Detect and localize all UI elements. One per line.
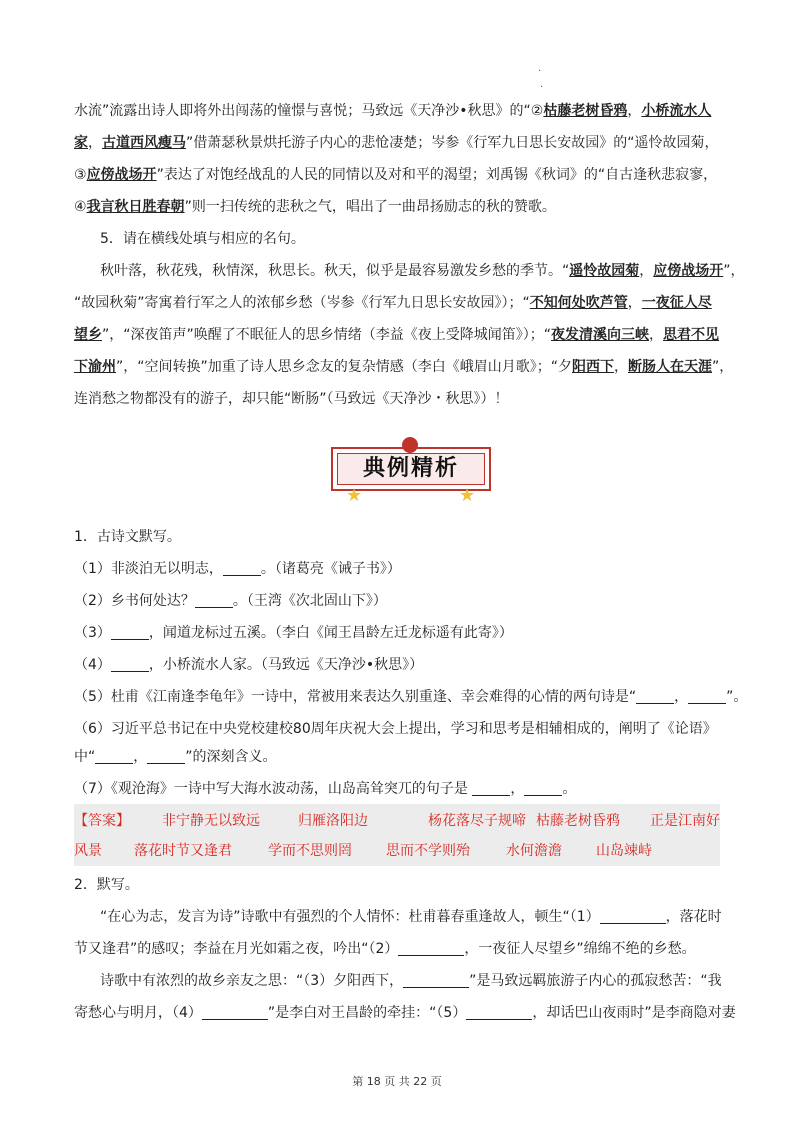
text: ，落花时: [665, 909, 722, 925]
text: 节又逢君”的感叹；李益在月光如霜之夜，吟出“（2）: [74, 941, 399, 957]
question-item: [74, 556, 720, 582]
para-line: [100, 258, 745, 284]
question-item: [74, 936, 720, 962]
answer-item: 枯藤老树昏鸦: [536, 813, 620, 829]
answer-underlined: 阳西下: [572, 359, 615, 375]
star-icon: ★: [346, 485, 363, 506]
blank-line: [466, 1005, 532, 1020]
para-line: [74, 130, 720, 156]
answer-item: 杨花落尽子规啼: [428, 813, 526, 829]
para-line: [74, 322, 720, 348]
text: ”借萧瑟秋景烘托游子内心的悲怆凄楚；岑参《行军九日思长安故园》的“遥怜故园菊，: [186, 135, 719, 151]
answer-underlined: 我言秋日胜春朝: [86, 199, 185, 215]
question-item: [74, 652, 720, 678]
blank-line: [147, 749, 185, 764]
text: ”的深刻含义。: [185, 749, 277, 765]
answer-underlined: 应傍战场开: [653, 263, 724, 279]
question-item: （6）习近平总书记在中央党校建校80周年庆祝大会上提出，学习和思考是相辅相成的，阐明了《论语》: [74, 721, 717, 737]
text: 诗歌中有浓烈的故乡亲友之思：“（3）夕阳西下，: [100, 973, 404, 989]
text: ，: [674, 689, 689, 705]
text: 。（王湾《次北固山下》）: [232, 593, 387, 609]
decor-dot: .: [538, 63, 542, 74]
answer-item: 学而不思则罔: [268, 843, 352, 859]
star-icon: ★: [459, 485, 476, 506]
text: ”则一扫传统的悲秋之气，唱出了一曲昂扬励志的秋的赞歌。: [184, 199, 556, 215]
text: ，: [627, 103, 642, 119]
decor-dot: .: [540, 79, 544, 90]
text: （5）杜甫《江南逢李龟年》一诗中，常被用来表达久别重逢、幸会难得的心情的两句诗是“: [74, 689, 637, 705]
question-item: [74, 620, 720, 646]
answer-underlined: 断肠人在天涯: [628, 359, 713, 375]
answer-underlined: 下渝州: [74, 359, 116, 375]
question-title: 2．默写。: [74, 877, 139, 893]
question-title: 1．古诗文默写。: [74, 529, 181, 545]
blank-line: [398, 941, 464, 956]
text: ，: [133, 749, 148, 765]
answer-item: 非宁静无以致远: [162, 813, 260, 829]
answer-label: 【答案】: [74, 813, 130, 829]
text: ，小桥流水人家。（马致远《天净沙•秋思》）: [148, 657, 424, 673]
text: ”，: [712, 359, 734, 375]
question-item: [74, 684, 748, 710]
page-footer: 第 18 页 共 22 页: [352, 1075, 442, 1088]
text: 。（诸葛亮《诫子书》）: [260, 561, 401, 577]
answer-item: 思而不学则殆: [386, 843, 470, 859]
text: （4）: [74, 657, 111, 673]
answer-underlined: 一夜征人尽: [641, 295, 712, 311]
blank-line: [403, 973, 469, 988]
answer-item: 山岛竦峙: [596, 843, 652, 859]
answer-underlined: 小桥流水人: [641, 103, 712, 119]
question-item: [74, 776, 720, 802]
blank-line: [636, 689, 674, 704]
text: ，: [627, 295, 642, 311]
text: （1）非淡泊无以明志，: [74, 561, 223, 577]
text: ③: [74, 167, 87, 183]
para-line: [74, 162, 720, 188]
para-line: [74, 354, 734, 380]
text: ”，: [723, 263, 745, 279]
para-line: [74, 290, 720, 316]
text: （3）: [74, 625, 111, 641]
answer-underlined: 不知何处吹芦管: [529, 295, 628, 311]
seal-icon: [402, 437, 418, 453]
text: ，一夜征人尽望乡”绵绵不绝的乡愁。: [464, 941, 696, 957]
answer-underlined: 夜发清溪向三峡: [551, 327, 650, 343]
question-item: [100, 904, 720, 930]
blank-line: [524, 781, 562, 796]
blank-line: [195, 593, 233, 608]
text: ④: [74, 199, 87, 215]
para-line: 连消愁之物都没有的游子，却只能“断肠”（马致远《天净沙・秋思》）！: [74, 391, 509, 407]
text: ，: [510, 781, 525, 797]
blank-line: [600, 909, 666, 924]
text: 水流”流露出诗人即将外出闯荡的憧憬与喜悦；马致远《天净沙•秋思》的“②: [74, 103, 544, 119]
text: ，闻道龙标过五溪。（李白《闻王昌龄左迁龙标遥有此寄》）: [148, 625, 513, 641]
text: ，: [88, 135, 102, 151]
text: ”表达了对饱经战乱的人民的同情以及对和平的渴望；刘禹锡《秋词》的“自古逢秋悲寂寥，: [156, 167, 718, 183]
question-item: [74, 1000, 736, 1026]
text: 秋叶落，秋花残，秋情深，秋思长。秋天，似乎是最容易激发乡愁的季节。“: [100, 263, 570, 279]
blank-line: [688, 689, 726, 704]
answer-item: 落花时节又逢君: [134, 843, 232, 859]
text: ，却话巴山夜雨时”是李商隐对妻: [532, 1005, 736, 1021]
answer-item: 正是江南好: [650, 813, 720, 829]
question-item: [100, 968, 720, 994]
question-item: [74, 588, 720, 614]
text: （2）乡书何处达？: [74, 593, 195, 609]
answer-underlined: 枯藤老树昏鸦: [543, 103, 628, 119]
text: 中“: [74, 749, 96, 765]
text: ”，“空间转换”加重了诗人思乡念友的复杂情感（李白《峨眉山月歌》；“夕: [116, 359, 573, 375]
answer-underlined: 应傍战场开: [86, 167, 157, 183]
text: “故园秋菊”寄寓着行军之人的浓郁乡愁（岑参《行军九日思长安故园》）；“: [74, 295, 530, 311]
answer-item: 水何澹澹: [506, 843, 562, 859]
text: ”是马致远羁旅游子内心的孤寂愁苦：“我: [469, 973, 722, 989]
answer-item: 归雁洛阳边: [298, 813, 368, 829]
text: ，: [614, 359, 629, 375]
banner-title: 典例精析: [362, 456, 459, 481]
text: ”。: [726, 689, 748, 705]
answer-underlined: 家: [74, 135, 88, 151]
text: “在心为志，发言为诗”诗歌中有强烈的个人情怀：杜甫暮春重逢故人，顿生“（1）: [100, 909, 600, 925]
blank-line: [111, 657, 149, 672]
answer-item: 风景: [74, 843, 102, 859]
question-item: [74, 744, 720, 770]
para-line: [74, 98, 720, 124]
answer-underlined: 思君不见: [663, 327, 720, 343]
answer-underlined: 遥怜故园菊: [569, 263, 640, 279]
text: （7）《观沧海》一诗中写大海水波动荡，山岛高耸突兀的句子是: [74, 781, 473, 797]
blank-line: [223, 561, 261, 576]
answer-box: [74, 804, 720, 866]
blank-line: [111, 625, 149, 640]
text: ，: [649, 327, 664, 343]
answer-underlined: 望乡: [74, 327, 102, 343]
blank-line: [202, 1005, 268, 1020]
para-line: [74, 194, 720, 220]
text: 。: [562, 781, 577, 797]
text: ”，“深夜笛声”唤醒了不眠征人的思乡情绪（李益《夜上受降城闻笛》）；“: [102, 327, 552, 343]
answer-underlined: 古道西风瘦马: [102, 135, 186, 151]
blank-line: [95, 749, 133, 764]
text: 寄愁心与明月，（4）: [74, 1005, 202, 1021]
question-title: 5．请在横线处填与相应的名句。: [100, 231, 305, 247]
text: ”是李白对王昌龄的牵挂：“（5）: [267, 1005, 467, 1021]
text: ，: [639, 263, 654, 279]
blank-line: [472, 781, 510, 796]
